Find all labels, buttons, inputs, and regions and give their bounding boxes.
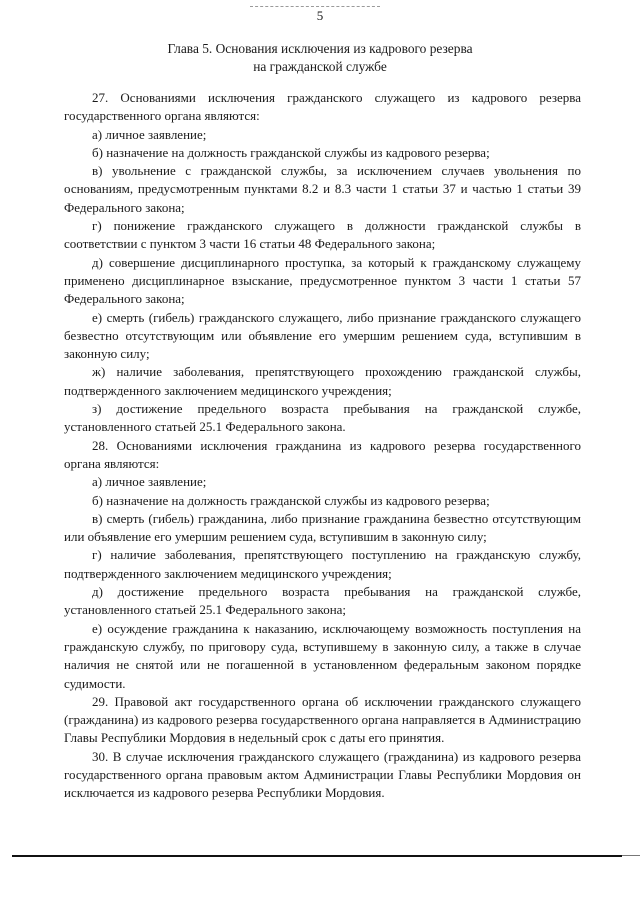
paragraph-27-d: д) совершение дисциплинарного проступка, за который к гражданскому служащему применено дисциплинарное взыскание, предусмотренное пунктом 3 части 1 статьи 57 Федерального закона; — [64, 254, 581, 307]
paragraph-28-v: в) смерть (гибель) гражданина, либо признание гражданина безвестно отсутствующим или объявление его умершим решением суда, вступившим в законную силу; — [64, 510, 581, 545]
paragraph-27-a: а) личное заявление; — [92, 126, 207, 142]
paragraph-30: 30. В случае исключения гражданского служащего (гражданина) из кадрового резерва государственного органа правовым актом Администрации Главы Республики Мордовия он исключается из кадрового резерва Республики Мордовия. — [64, 748, 581, 801]
page-number: 5 — [316, 8, 324, 23]
scan-top-artifact — [250, 6, 380, 7]
chapter-heading-line-2: на гражданской службе — [253, 59, 387, 74]
chapter-heading — [0, 40, 640, 76]
paragraph-28-a: а) личное заявление; — [92, 474, 207, 490]
bottom-divider — [12, 855, 622, 857]
bottom-divider-tail — [622, 855, 640, 856]
paragraph-27-g: г) понижение гражданского служащего в должности гражданской службы в соответствии с пунктом 3 части 16 статьи 48 Федерального закона; — [64, 218, 581, 252]
paragraph-27-e: е) смерть (гибель) гражданского служащего, либо признание гражданского служащего безвестно отсутствующим или объявление его умершим решением суда, вступившим в законную силу; — [64, 309, 581, 362]
paragraph-28-b: б) назначение на должность гражданской службы из кадрового резерва; — [92, 492, 490, 508]
paragraph-28-g: г) наличие заболевания, препятствующего поступлению на гражданскую службу, подтвержденного заключением медицинского учреждения; — [64, 547, 581, 581]
paragraph-27-b: б) назначение на должность гражданской службы из кадрового резерва; — [92, 144, 490, 160]
paragraph-28: 28. Основаниями исключения гражданина из кадрового резерва государственного органа являются: — [64, 437, 581, 471]
paragraph-29: 29. Правовой акт государственного органа об исключении гражданского служащего (гражданина) из кадрового резерва государственного органа направляется в Администрацию Главы Республики Мордовия в недельный срок с даты его принятия. — [64, 693, 581, 746]
paragraph-27-zh: ж) наличие заболевания, препятствующего прохождению гражданской службы, подтвержденного заключением медицинского учреждения; — [64, 364, 581, 398]
paragraph-27-v: в) увольнение с гражданской службы, за исключением случаев увольнения по основаниям, предусмотренным пунктами 8.2 и 8.3 части 1 статьи 37 и частью 1 статьи 39 Федерального закона; — [64, 163, 581, 215]
paragraph-28-d: д) достижение предельного возраста пребывания на гражданской службе, установленного статьей 25.1 Федерального закона; — [64, 584, 581, 618]
document-body — [64, 89, 581, 803]
paragraph-28-e: е) осуждение гражданина к наказанию, исключающему возможность поступления на гражданскую службу, по приговору суда, вступившему в законную силу, а также в случае наличия не снятой или не погашенной в установленном федеральным законом порядке судимости. — [64, 620, 581, 691]
paragraph-27-z: з) достижение предельного возраста пребывания на гражданской службе, установленного статьей 25.1 Федерального закона. — [64, 401, 581, 435]
chapter-heading-line-1: Глава 5. Основания исключения из кадрового резерва — [167, 41, 473, 56]
paragraph-27: 27. Основаниями исключения гражданского служащего из кадрового резерва государственного органа являются: — [64, 90, 581, 124]
